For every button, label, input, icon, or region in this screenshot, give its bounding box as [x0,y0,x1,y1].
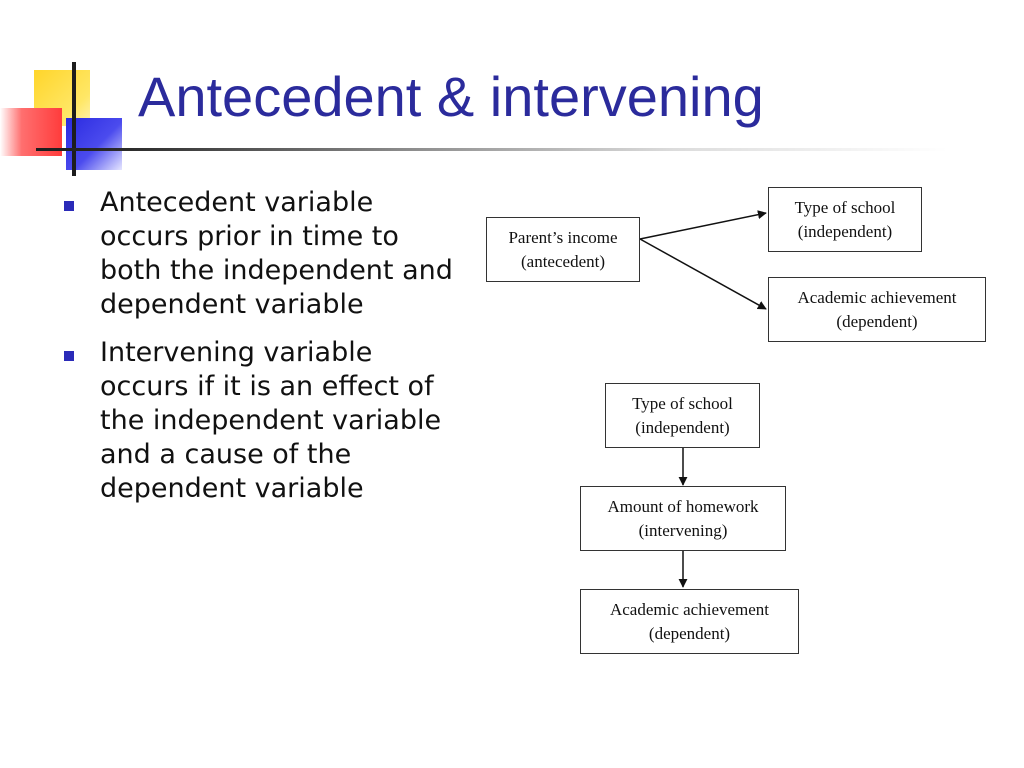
box-label: Type of school [794,197,896,217]
bullet-text: Intervening variable occurs if it is an effect of the independent variable and a cause of the dependent variable [100,337,442,504]
box-academic-achievement-antecedent [768,277,986,342]
box-academic-achievement-intervening [580,589,799,654]
box-label: Amount of homework [607,496,759,516]
square-bullet-icon [64,351,74,361]
bullet-item-antecedent [62,186,462,322]
box-label: Parent’s income [508,227,618,247]
box-type-of-school-antecedent [768,187,922,252]
decorative-vertical-line [72,62,76,176]
box-sublabel: (independent) [797,221,893,241]
slide-title: Antecedent & intervening [138,65,764,128]
arrow-income-to-school [640,213,766,239]
box-sublabel: (independent) [635,417,730,437]
arrow-income-to-achievement [640,239,766,309]
box-sublabel: (dependent) [836,311,918,331]
bullet-text: Antecedent variable occurs prior in time to both the independent and dependent variable [100,187,453,320]
box-label: Academic achievement [609,599,770,619]
box-label: Type of school [632,393,733,413]
box-sublabel: (dependent) [648,623,731,643]
box-sublabel: (intervening) [638,520,728,540]
square-bullet-icon [64,201,74,211]
bullet-item-intervening [62,336,462,506]
title-underline [36,148,948,151]
box-label: Academic achievement [797,287,957,307]
box-type-of-school-intervening [605,383,760,448]
box-parents-income [486,217,640,282]
box-amount-of-homework [580,486,786,551]
bullet-list [62,186,462,520]
box-sublabel: (antecedent) [521,251,605,271]
